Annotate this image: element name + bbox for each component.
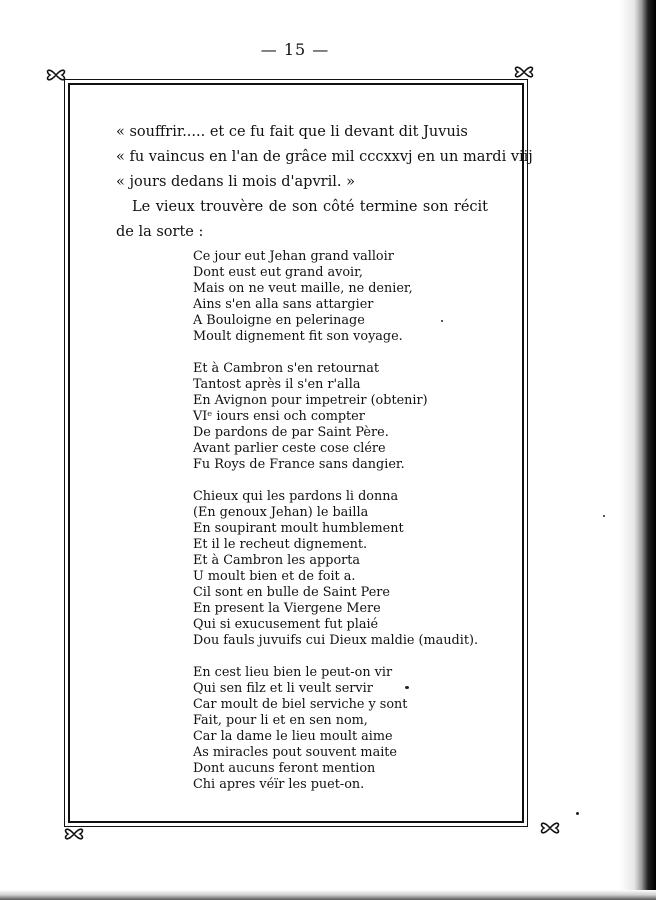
- ink-speck: [405, 686, 409, 689]
- verse-line: (En genoux Jehan) le bailla: [193, 505, 369, 520]
- intro-paragraph: Le vieux trouvère de son côté termine son récit de la sorte :: [116, 199, 488, 240]
- page-edge-shadow: [620, 0, 656, 900]
- verse-line: En Avignon pour impetreir (obtenir): [193, 393, 428, 408]
- prose-block: [116, 120, 533, 245]
- verse-line: Dou fauls juvuifs cui Dieux maldie (maudit).: [193, 633, 479, 648]
- stanza: [193, 489, 493, 649]
- ink-speck: [603, 515, 605, 517]
- fleuron-icon: [512, 60, 536, 84]
- quoted-passage: [116, 120, 533, 195]
- verse-line: Qui si exucusement fut plaié: [193, 617, 379, 632]
- verse-line: En cest lieu bien le peut-on vir: [193, 665, 393, 680]
- verse-line: Dont eust eut grand avoir,: [193, 265, 363, 280]
- verse-line: Fu Roys de France sans dangier.: [193, 457, 405, 472]
- verse-line: Mais on ne veut maille, ne denier,: [193, 281, 413, 296]
- ink-speck: [576, 812, 579, 815]
- verse-line: A Bouloigne en pelerinage: [193, 313, 365, 328]
- page-bottom-shadow: [0, 890, 656, 900]
- verse-line: Cil sont en bulle de Saint Pere: [193, 585, 390, 600]
- verse-line: De pardons de par Saint Père.: [193, 425, 389, 440]
- verse-line: Tantost après il s'en r'alla: [193, 377, 361, 392]
- verse-line: Fait, pour li et en sen nom,: [193, 713, 368, 728]
- verse-line: Ce jour eut Jehan grand valloir: [193, 249, 394, 264]
- verse-line: Et à Cambron les apporta: [193, 553, 361, 568]
- poem: [193, 249, 493, 809]
- verse-line: Et à Cambron s'en retournat: [193, 361, 380, 376]
- verse-line: Avant parlier ceste cose clére: [193, 441, 386, 456]
- verse-line: As miracles pout souvent maite: [193, 745, 398, 760]
- stanza: [193, 665, 493, 793]
- page-number: — 15 —: [260, 40, 330, 59]
- verse-line: Chi apres véïr les puet-on.: [193, 777, 365, 792]
- verse-line: En soupirant moult humblement: [193, 521, 404, 536]
- verse-line: Moult dignement fit son voyage.: [193, 329, 403, 344]
- verse-line: Car la dame le lieu moult aime: [193, 729, 393, 744]
- stanza: [193, 249, 493, 345]
- fleuron-icon: [44, 63, 68, 87]
- stanza: [193, 361, 493, 473]
- quote-line: « fu vaincus en l'an de grâce mil cccxxvj en un mardi viij: [116, 149, 533, 165]
- ink-speck: [441, 320, 443, 322]
- quote-line: « souffrir..... et ce fu fait que li devant dit Juvuis: [116, 124, 468, 140]
- verse-line: Dont aucuns feront mention: [193, 761, 376, 776]
- verse-line: En present la Viergene Mere: [193, 601, 381, 616]
- verse-line: Qui sen filz et li veult servir: [193, 681, 373, 696]
- quote-line: « jours dedans li mois d'apvril. »: [116, 174, 355, 190]
- fleuron-icon: [62, 822, 86, 846]
- verse-line: Car moult de biel serviche y sont: [193, 697, 408, 712]
- fleuron-icon: [538, 816, 562, 840]
- verse-line: Chieux qui les pardons li donna: [193, 489, 399, 504]
- verse-line: U moult bien et de foit a.: [193, 569, 356, 584]
- verse-line: Ains s'en alla sans attargier: [193, 297, 374, 312]
- verse-line: Et il le recheut dignement.: [193, 537, 368, 552]
- verse-line: VIᵉ iours ensi och compter: [193, 409, 365, 424]
